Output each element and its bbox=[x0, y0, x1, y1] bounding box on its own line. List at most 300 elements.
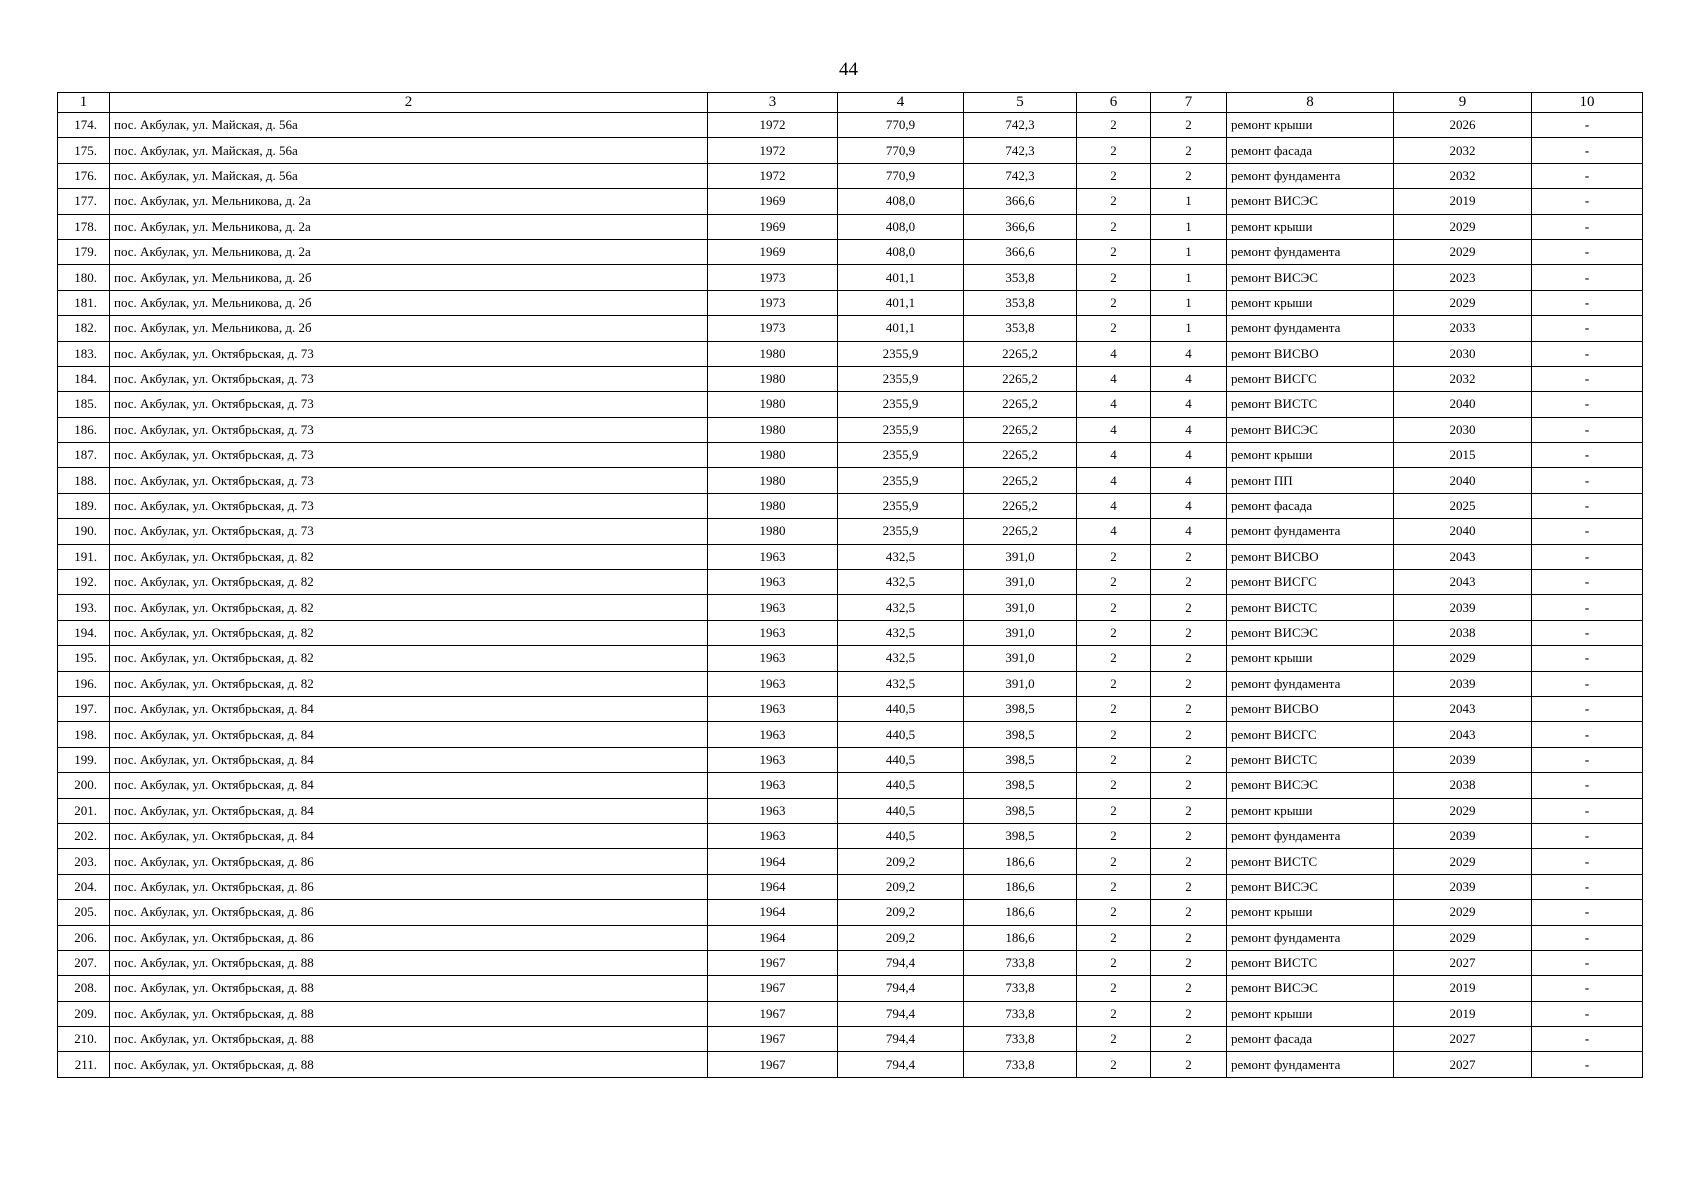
living-area-cell: 186,6 bbox=[964, 925, 1077, 950]
work-type-cell: ремонт ВИСГС bbox=[1227, 570, 1394, 595]
table-row bbox=[58, 823, 1643, 848]
table-row bbox=[58, 646, 1643, 671]
row-number-cell: 207. bbox=[58, 950, 110, 975]
work-type-cell: ремонт фундамента bbox=[1227, 519, 1394, 544]
build-year-cell: 1969 bbox=[708, 214, 838, 239]
work-type-cell: ремонт ВИСГС bbox=[1227, 722, 1394, 747]
table-row bbox=[58, 696, 1643, 721]
floors-cell: 2 bbox=[1077, 1052, 1151, 1077]
build-year-cell: 1967 bbox=[708, 1027, 838, 1052]
planned-year-cell: 2032 bbox=[1394, 138, 1532, 163]
address-cell: пос. Акбулак, ул. Октябрьская, д. 88 bbox=[110, 1052, 708, 1077]
row-number-cell: 191. bbox=[58, 544, 110, 569]
planned-year-cell: 2030 bbox=[1394, 417, 1532, 442]
note-cell: - bbox=[1532, 341, 1643, 366]
address-cell: пос. Акбулак, ул. Октябрьская, д. 86 bbox=[110, 874, 708, 899]
row-number-cell: 203. bbox=[58, 849, 110, 874]
planned-year-cell: 2038 bbox=[1394, 620, 1532, 645]
planned-year-cell: 2027 bbox=[1394, 1027, 1532, 1052]
address-cell: пос. Акбулак, ул. Октябрьская, д. 88 bbox=[110, 1001, 708, 1026]
build-year-cell: 1980 bbox=[708, 366, 838, 391]
table-row bbox=[58, 519, 1643, 544]
work-type-cell: ремонт ВИСЭС bbox=[1227, 417, 1394, 442]
entrances-cell: 4 bbox=[1151, 468, 1227, 493]
row-number-cell: 202. bbox=[58, 823, 110, 848]
table-row bbox=[58, 1001, 1643, 1026]
address-cell: пос. Акбулак, ул. Майская, д. 56а bbox=[110, 138, 708, 163]
floors-cell: 2 bbox=[1077, 113, 1151, 138]
note-cell: - bbox=[1532, 493, 1643, 518]
build-year-cell: 1967 bbox=[708, 950, 838, 975]
table-row bbox=[58, 976, 1643, 1001]
floors-cell: 2 bbox=[1077, 163, 1151, 188]
planned-year-cell: 2043 bbox=[1394, 544, 1532, 569]
entrances-cell: 2 bbox=[1151, 1052, 1227, 1077]
living-area-cell: 2265,2 bbox=[964, 493, 1077, 518]
table-row bbox=[58, 1052, 1643, 1077]
entrances-cell: 2 bbox=[1151, 798, 1227, 823]
living-area-cell: 398,5 bbox=[964, 823, 1077, 848]
row-number-cell: 201. bbox=[58, 798, 110, 823]
living-area-cell: 391,0 bbox=[964, 620, 1077, 645]
column-header-2: 2 bbox=[110, 93, 708, 113]
table-row bbox=[58, 341, 1643, 366]
row-number-cell: 204. bbox=[58, 874, 110, 899]
floors-cell: 2 bbox=[1077, 595, 1151, 620]
note-cell: - bbox=[1532, 214, 1643, 239]
build-year-cell: 1967 bbox=[708, 976, 838, 1001]
work-type-cell: ремонт фундамента bbox=[1227, 1052, 1394, 1077]
address-cell: пос. Акбулак, ул. Октябрьская, д. 86 bbox=[110, 925, 708, 950]
row-number-cell: 185. bbox=[58, 392, 110, 417]
row-number-cell: 180. bbox=[58, 265, 110, 290]
planned-year-cell: 2038 bbox=[1394, 773, 1532, 798]
entrances-cell: 2 bbox=[1151, 620, 1227, 645]
note-cell: - bbox=[1532, 646, 1643, 671]
work-type-cell: ремонт ВИСЭС bbox=[1227, 265, 1394, 290]
table-row bbox=[58, 544, 1643, 569]
floors-cell: 4 bbox=[1077, 341, 1151, 366]
note-cell: - bbox=[1532, 113, 1643, 138]
address-cell: пос. Акбулак, ул. Октябрьская, д. 73 bbox=[110, 341, 708, 366]
total-area-cell: 408,0 bbox=[838, 189, 964, 214]
row-number-cell: 210. bbox=[58, 1027, 110, 1052]
table-body bbox=[58, 113, 1643, 1078]
planned-year-cell: 2039 bbox=[1394, 671, 1532, 696]
column-header-5: 5 bbox=[964, 93, 1077, 113]
build-year-cell: 1963 bbox=[708, 722, 838, 747]
address-cell: пос. Акбулак, ул. Октябрьская, д. 82 bbox=[110, 595, 708, 620]
total-area-cell: 794,4 bbox=[838, 1027, 964, 1052]
planned-year-cell: 2026 bbox=[1394, 113, 1532, 138]
table-row bbox=[58, 443, 1643, 468]
note-cell: - bbox=[1532, 1027, 1643, 1052]
address-cell: пос. Акбулак, ул. Майская, д. 56а bbox=[110, 113, 708, 138]
address-cell: пос. Акбулак, ул. Октябрьская, д. 86 bbox=[110, 900, 708, 925]
work-type-cell: ремонт ВИСТС bbox=[1227, 747, 1394, 772]
build-year-cell: 1967 bbox=[708, 1001, 838, 1026]
floors-cell: 2 bbox=[1077, 646, 1151, 671]
planned-year-cell: 2043 bbox=[1394, 696, 1532, 721]
address-cell: пос. Акбулак, ул. Октябрьская, д. 88 bbox=[110, 976, 708, 1001]
table-row bbox=[58, 747, 1643, 772]
address-cell: пос. Акбулак, ул. Октябрьская, д. 88 bbox=[110, 1027, 708, 1052]
row-number-cell: 181. bbox=[58, 290, 110, 315]
living-area-cell: 186,6 bbox=[964, 849, 1077, 874]
floors-cell: 4 bbox=[1077, 468, 1151, 493]
work-type-cell: ремонт ВИСТС bbox=[1227, 950, 1394, 975]
note-cell: - bbox=[1532, 138, 1643, 163]
row-number-cell: 175. bbox=[58, 138, 110, 163]
table-row bbox=[58, 874, 1643, 899]
entrances-cell: 4 bbox=[1151, 519, 1227, 544]
entrances-cell: 2 bbox=[1151, 696, 1227, 721]
planned-year-cell: 2030 bbox=[1394, 341, 1532, 366]
table-row bbox=[58, 493, 1643, 518]
planned-year-cell: 2023 bbox=[1394, 265, 1532, 290]
total-area-cell: 770,9 bbox=[838, 138, 964, 163]
total-area-cell: 794,4 bbox=[838, 950, 964, 975]
living-area-cell: 2265,2 bbox=[964, 519, 1077, 544]
work-type-cell: ремонт фундамента bbox=[1227, 239, 1394, 264]
build-year-cell: 1980 bbox=[708, 468, 838, 493]
address-cell: пос. Акбулак, ул. Мельникова, д. 2б bbox=[110, 265, 708, 290]
living-area-cell: 733,8 bbox=[964, 1001, 1077, 1026]
table-row bbox=[58, 1027, 1643, 1052]
work-type-cell: ремонт фундамента bbox=[1227, 925, 1394, 950]
floors-cell: 2 bbox=[1077, 570, 1151, 595]
table-row bbox=[58, 113, 1643, 138]
work-type-cell: ремонт крыши bbox=[1227, 113, 1394, 138]
note-cell: - bbox=[1532, 163, 1643, 188]
living-area-cell: 398,5 bbox=[964, 747, 1077, 772]
entrances-cell: 4 bbox=[1151, 392, 1227, 417]
living-area-cell: 742,3 bbox=[964, 113, 1077, 138]
total-area-cell: 209,2 bbox=[838, 849, 964, 874]
entrances-cell: 2 bbox=[1151, 544, 1227, 569]
total-area-cell: 770,9 bbox=[838, 163, 964, 188]
entrances-cell: 1 bbox=[1151, 214, 1227, 239]
floors-cell: 2 bbox=[1077, 696, 1151, 721]
work-type-cell: ремонт ВИСЭС bbox=[1227, 189, 1394, 214]
work-type-cell: ремонт крыши bbox=[1227, 290, 1394, 315]
floors-cell: 2 bbox=[1077, 239, 1151, 264]
planned-year-cell: 2025 bbox=[1394, 493, 1532, 518]
entrances-cell: 2 bbox=[1151, 113, 1227, 138]
table-row bbox=[58, 849, 1643, 874]
build-year-cell: 1963 bbox=[708, 823, 838, 848]
note-cell: - bbox=[1532, 747, 1643, 772]
planned-year-cell: 2033 bbox=[1394, 316, 1532, 341]
living-area-cell: 391,0 bbox=[964, 570, 1077, 595]
planned-year-cell: 2032 bbox=[1394, 366, 1532, 391]
entrances-cell: 2 bbox=[1151, 595, 1227, 620]
floors-cell: 2 bbox=[1077, 1027, 1151, 1052]
entrances-cell: 2 bbox=[1151, 773, 1227, 798]
build-year-cell: 1963 bbox=[708, 646, 838, 671]
row-number-cell: 198. bbox=[58, 722, 110, 747]
entrances-cell: 2 bbox=[1151, 138, 1227, 163]
note-cell: - bbox=[1532, 443, 1643, 468]
work-type-cell: ремонт ВИСТС bbox=[1227, 849, 1394, 874]
entrances-cell: 2 bbox=[1151, 1001, 1227, 1026]
table-row bbox=[58, 366, 1643, 391]
entrances-cell: 4 bbox=[1151, 417, 1227, 442]
address-cell: пос. Акбулак, ул. Октябрьская, д. 84 bbox=[110, 823, 708, 848]
total-area-cell: 432,5 bbox=[838, 570, 964, 595]
work-type-cell: ремонт ВИСВО bbox=[1227, 696, 1394, 721]
address-cell: пос. Акбулак, ул. Октябрьская, д. 73 bbox=[110, 519, 708, 544]
floors-cell: 2 bbox=[1077, 214, 1151, 239]
note-cell: - bbox=[1532, 316, 1643, 341]
row-number-cell: 199. bbox=[58, 747, 110, 772]
note-cell: - bbox=[1532, 519, 1643, 544]
build-year-cell: 1980 bbox=[708, 392, 838, 417]
note-cell: - bbox=[1532, 595, 1643, 620]
note-cell: - bbox=[1532, 900, 1643, 925]
total-area-cell: 2355,9 bbox=[838, 341, 964, 366]
entrances-cell: 2 bbox=[1151, 163, 1227, 188]
total-area-cell: 432,5 bbox=[838, 646, 964, 671]
work-type-cell: ремонт крыши bbox=[1227, 646, 1394, 671]
floors-cell: 4 bbox=[1077, 366, 1151, 391]
floors-cell: 4 bbox=[1077, 519, 1151, 544]
planned-year-cell: 2032 bbox=[1394, 163, 1532, 188]
entrances-cell: 2 bbox=[1151, 874, 1227, 899]
living-area-cell: 398,5 bbox=[964, 722, 1077, 747]
living-area-cell: 391,0 bbox=[964, 646, 1077, 671]
address-cell: пос. Акбулак, ул. Мельникова, д. 2а bbox=[110, 214, 708, 239]
total-area-cell: 209,2 bbox=[838, 900, 964, 925]
work-type-cell: ремонт фундамента bbox=[1227, 316, 1394, 341]
address-cell: пос. Акбулак, ул. Октябрьская, д. 84 bbox=[110, 696, 708, 721]
note-cell: - bbox=[1532, 189, 1643, 214]
table-row bbox=[58, 950, 1643, 975]
entrances-cell: 1 bbox=[1151, 239, 1227, 264]
floors-cell: 2 bbox=[1077, 316, 1151, 341]
floors-cell: 2 bbox=[1077, 722, 1151, 747]
table-row bbox=[58, 138, 1643, 163]
total-area-cell: 794,4 bbox=[838, 976, 964, 1001]
note-cell: - bbox=[1532, 1001, 1643, 1026]
note-cell: - bbox=[1532, 925, 1643, 950]
column-header-8: 8 bbox=[1227, 93, 1394, 113]
total-area-cell: 2355,9 bbox=[838, 519, 964, 544]
planned-year-cell: 2029 bbox=[1394, 646, 1532, 671]
work-type-cell: ремонт крыши bbox=[1227, 214, 1394, 239]
column-header-4: 4 bbox=[838, 93, 964, 113]
table-row bbox=[58, 163, 1643, 188]
column-header-9: 9 bbox=[1394, 93, 1532, 113]
planned-year-cell: 2019 bbox=[1394, 976, 1532, 1001]
total-area-cell: 794,4 bbox=[838, 1001, 964, 1026]
planned-year-cell: 2040 bbox=[1394, 392, 1532, 417]
work-type-cell: ремонт ВИСВО bbox=[1227, 341, 1394, 366]
column-header-10: 10 bbox=[1532, 93, 1643, 113]
living-area-cell: 391,0 bbox=[964, 595, 1077, 620]
row-number-cell: 186. bbox=[58, 417, 110, 442]
build-year-cell: 1967 bbox=[708, 1052, 838, 1077]
entrances-cell: 2 bbox=[1151, 570, 1227, 595]
total-area-cell: 209,2 bbox=[838, 925, 964, 950]
work-type-cell: ремонт фундамента bbox=[1227, 163, 1394, 188]
note-cell: - bbox=[1532, 671, 1643, 696]
floors-cell: 2 bbox=[1077, 925, 1151, 950]
page-number bbox=[0, 58, 1697, 82]
table-row bbox=[58, 417, 1643, 442]
column-header-1: 1 bbox=[58, 93, 110, 113]
address-cell: пос. Акбулак, ул. Октябрьская, д. 73 bbox=[110, 417, 708, 442]
row-number-cell: 195. bbox=[58, 646, 110, 671]
floors-cell: 4 bbox=[1077, 392, 1151, 417]
entrances-cell: 1 bbox=[1151, 189, 1227, 214]
living-area-cell: 742,3 bbox=[964, 163, 1077, 188]
build-year-cell: 1963 bbox=[708, 671, 838, 696]
floors-cell: 2 bbox=[1077, 849, 1151, 874]
build-year-cell: 1963 bbox=[708, 773, 838, 798]
table-row bbox=[58, 900, 1643, 925]
header-row bbox=[58, 93, 1643, 113]
planned-year-cell: 2029 bbox=[1394, 798, 1532, 823]
planned-year-cell: 2027 bbox=[1394, 950, 1532, 975]
row-number-cell: 205. bbox=[58, 900, 110, 925]
living-area-cell: 733,8 bbox=[964, 976, 1077, 1001]
row-number-cell: 174. bbox=[58, 113, 110, 138]
build-year-cell: 1963 bbox=[708, 544, 838, 569]
floors-cell: 2 bbox=[1077, 823, 1151, 848]
entrances-cell: 2 bbox=[1151, 900, 1227, 925]
address-cell: пос. Акбулак, ул. Октябрьская, д. 82 bbox=[110, 570, 708, 595]
build-year-cell: 1963 bbox=[708, 595, 838, 620]
row-number-cell: 209. bbox=[58, 1001, 110, 1026]
work-type-cell: ремонт крыши bbox=[1227, 900, 1394, 925]
entrances-cell: 2 bbox=[1151, 976, 1227, 1001]
row-number-cell: 176. bbox=[58, 163, 110, 188]
entrances-cell: 4 bbox=[1151, 493, 1227, 518]
total-area-cell: 209,2 bbox=[838, 874, 964, 899]
build-year-cell: 1963 bbox=[708, 570, 838, 595]
note-cell: - bbox=[1532, 950, 1643, 975]
row-number-cell: 178. bbox=[58, 214, 110, 239]
living-area-cell: 398,5 bbox=[964, 696, 1077, 721]
floors-cell: 2 bbox=[1077, 773, 1151, 798]
note-cell: - bbox=[1532, 849, 1643, 874]
living-area-cell: 398,5 bbox=[964, 773, 1077, 798]
address-cell: пос. Акбулак, ул. Майская, д. 56а bbox=[110, 163, 708, 188]
table-row bbox=[58, 239, 1643, 264]
living-area-cell: 2265,2 bbox=[964, 341, 1077, 366]
row-number-cell: 194. bbox=[58, 620, 110, 645]
entrances-cell: 4 bbox=[1151, 341, 1227, 366]
build-year-cell: 1980 bbox=[708, 493, 838, 518]
planned-year-cell: 2027 bbox=[1394, 1052, 1532, 1077]
entrances-cell: 4 bbox=[1151, 443, 1227, 468]
living-area-cell: 2265,2 bbox=[964, 417, 1077, 442]
address-cell: пос. Акбулак, ул. Октябрьская, д. 84 bbox=[110, 747, 708, 772]
planned-year-cell: 2029 bbox=[1394, 925, 1532, 950]
address-cell: пос. Акбулак, ул. Октябрьская, д. 82 bbox=[110, 671, 708, 696]
entrances-cell: 2 bbox=[1151, 646, 1227, 671]
planned-year-cell: 2039 bbox=[1394, 823, 1532, 848]
table-row bbox=[58, 214, 1643, 239]
note-cell: - bbox=[1532, 773, 1643, 798]
note-cell: - bbox=[1532, 874, 1643, 899]
total-area-cell: 408,0 bbox=[838, 214, 964, 239]
note-cell: - bbox=[1532, 620, 1643, 645]
build-year-cell: 1973 bbox=[708, 290, 838, 315]
total-area-cell: 440,5 bbox=[838, 747, 964, 772]
total-area-cell: 2355,9 bbox=[838, 493, 964, 518]
floors-cell: 2 bbox=[1077, 747, 1151, 772]
table-row bbox=[58, 798, 1643, 823]
build-year-cell: 1980 bbox=[708, 417, 838, 442]
row-number-cell: 206. bbox=[58, 925, 110, 950]
column-header-7: 7 bbox=[1151, 93, 1227, 113]
address-cell: пос. Акбулак, ул. Октябрьская, д. 73 bbox=[110, 366, 708, 391]
note-cell: - bbox=[1532, 570, 1643, 595]
row-number-cell: 200. bbox=[58, 773, 110, 798]
total-area-cell: 440,5 bbox=[838, 773, 964, 798]
work-type-cell: ремонт крыши bbox=[1227, 443, 1394, 468]
build-year-cell: 1969 bbox=[708, 189, 838, 214]
note-cell: - bbox=[1532, 544, 1643, 569]
planned-year-cell: 2043 bbox=[1394, 722, 1532, 747]
table-row bbox=[58, 265, 1643, 290]
planned-year-cell: 2029 bbox=[1394, 849, 1532, 874]
floors-cell: 4 bbox=[1077, 443, 1151, 468]
build-year-cell: 1980 bbox=[708, 443, 838, 468]
entrances-cell: 2 bbox=[1151, 722, 1227, 747]
address-cell: пос. Акбулак, ул. Октябрьская, д. 84 bbox=[110, 798, 708, 823]
row-number-cell: 187. bbox=[58, 443, 110, 468]
row-number-cell: 193. bbox=[58, 595, 110, 620]
floors-cell: 2 bbox=[1077, 950, 1151, 975]
note-cell: - bbox=[1532, 976, 1643, 1001]
living-area-cell: 353,8 bbox=[964, 265, 1077, 290]
floors-cell: 2 bbox=[1077, 265, 1151, 290]
build-year-cell: 1963 bbox=[708, 747, 838, 772]
floors-cell: 4 bbox=[1077, 417, 1151, 442]
floors-cell: 2 bbox=[1077, 138, 1151, 163]
build-year-cell: 1964 bbox=[708, 874, 838, 899]
address-cell: пос. Акбулак, ул. Октябрьская, д. 84 bbox=[110, 773, 708, 798]
table-row bbox=[58, 925, 1643, 950]
column-header-6: 6 bbox=[1077, 93, 1151, 113]
living-area-cell: 2265,2 bbox=[964, 392, 1077, 417]
build-year-cell: 1963 bbox=[708, 696, 838, 721]
work-type-cell: ремонт фундамента bbox=[1227, 823, 1394, 848]
entrances-cell: 2 bbox=[1151, 1027, 1227, 1052]
living-area-cell: 2265,2 bbox=[964, 366, 1077, 391]
floors-cell: 2 bbox=[1077, 290, 1151, 315]
work-type-cell: ремонт крыши bbox=[1227, 798, 1394, 823]
total-area-cell: 770,9 bbox=[838, 113, 964, 138]
planned-year-cell: 2039 bbox=[1394, 874, 1532, 899]
total-area-cell: 440,5 bbox=[838, 722, 964, 747]
address-cell: пос. Акбулак, ул. Мельникова, д. 2а bbox=[110, 189, 708, 214]
total-area-cell: 408,0 bbox=[838, 239, 964, 264]
address-cell: пос. Акбулак, ул. Октябрьская, д. 82 bbox=[110, 646, 708, 671]
work-type-cell: ремонт ВИСЭС bbox=[1227, 620, 1394, 645]
work-type-cell: ремонт ВИСГС bbox=[1227, 366, 1394, 391]
planned-year-cell: 2019 bbox=[1394, 1001, 1532, 1026]
work-type-cell: ремонт ВИСЭС bbox=[1227, 976, 1394, 1001]
column-header-3: 3 bbox=[708, 93, 838, 113]
total-area-cell: 432,5 bbox=[838, 595, 964, 620]
total-area-cell: 2355,9 bbox=[838, 392, 964, 417]
entrances-cell: 4 bbox=[1151, 366, 1227, 391]
planned-year-cell: 2040 bbox=[1394, 468, 1532, 493]
